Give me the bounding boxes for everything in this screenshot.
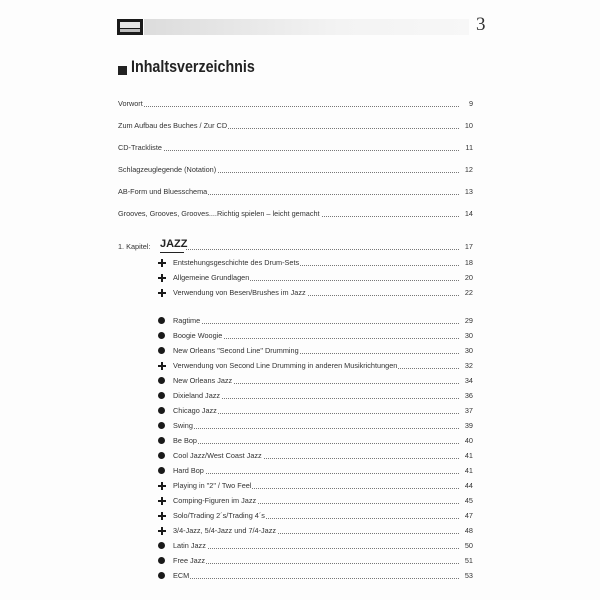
toc-entry[interactable] (118, 209, 473, 219)
toc-entry-page-number: 12 (464, 165, 473, 174)
toc-entry-page-number: 47 (464, 511, 473, 520)
leader-dots (173, 548, 459, 549)
plus-bullet-icon (158, 512, 166, 520)
toc-entry-label: Chicago Jazz (173, 406, 217, 415)
toc-entry-label: Boogie Woogie (173, 331, 223, 340)
toc-entry-page-number: 51 (464, 556, 473, 565)
toc-entry[interactable] (173, 406, 473, 416)
leader-dots (118, 106, 459, 107)
toc-entry-label: Verwendung von Besen/Brushes im Jazz (173, 288, 306, 297)
plus-bullet-icon (158, 527, 166, 535)
title-square-icon (118, 66, 127, 75)
toc-entry-page-number: 14 (464, 209, 473, 218)
toc-entry-label: Free Jazz (173, 556, 206, 565)
toc-entry[interactable] (173, 451, 473, 461)
leader-dots (173, 473, 459, 474)
toc-entry-label: AB-Form und Bluesschema (118, 187, 208, 196)
toc-entry[interactable] (118, 143, 473, 153)
toc-entry[interactable] (173, 376, 473, 386)
toc-entry[interactable] (118, 99, 473, 109)
toc-entry-label: Cool Jazz/West Coast Jazz (173, 451, 262, 460)
leader-dots (173, 443, 459, 444)
plus-bullet-icon (158, 497, 166, 505)
toc-entry-label: Be Bop (173, 436, 197, 445)
toc-entry-label: Playing in "2" / Two Feel (173, 481, 252, 490)
toc-entry-page-number: 22 (464, 288, 473, 297)
circle-bullet-icon (158, 392, 165, 399)
toc-entry-label: Verwendung von Second Line Drumming in anderen Musikrichtungen (173, 361, 398, 370)
toc-entry-label: Zum Aufbau des Buches / Zur CD (118, 121, 228, 130)
toc-entry[interactable] (173, 556, 473, 566)
toc-entry-page-number: 30 (464, 331, 473, 340)
toc-entry-page-number: 18 (464, 258, 473, 267)
plus-bullet-icon (158, 482, 166, 490)
toc-entry-label: 3/4-Jazz, 5/4-Jazz und 7/4-Jazz (173, 526, 277, 535)
header-band (144, 19, 469, 35)
toc-entry-page-number: 20 (464, 273, 473, 282)
toc-entry[interactable] (173, 511, 473, 521)
circle-bullet-icon (158, 407, 165, 414)
toc-entry-label: Solo/Trading 2´s/Trading 4´s (173, 511, 265, 520)
toc-entry-page-number: 40 (464, 436, 473, 445)
toc-entry-page-number: 9 (468, 99, 473, 108)
toc-entry-label: Entstehungsgeschichte des Drum-Sets (173, 258, 300, 267)
toc-entry-label: ECM (173, 571, 190, 580)
leader-dots (173, 323, 459, 324)
circle-bullet-icon (158, 467, 165, 474)
toc-entry-label: Vorwort (118, 99, 143, 108)
toc-entry-page-number: 50 (464, 541, 473, 550)
plus-bullet-icon (158, 259, 166, 267)
toc-entry-page-number: 39 (464, 421, 473, 430)
circle-bullet-icon (158, 422, 165, 429)
toc-entry[interactable] (173, 421, 473, 431)
plus-bullet-icon (158, 274, 166, 282)
toc-entry-page-number: 48 (464, 526, 473, 535)
toc-entry[interactable] (173, 436, 473, 446)
circle-bullet-icon (158, 557, 165, 564)
toc-entry-page-number: 53 (464, 571, 473, 580)
toc-entry-page-number: 11 (465, 143, 473, 152)
page-number: 3 (476, 14, 486, 35)
toc-entry-label: Grooves, Grooves, Grooves....Richtig spielen – leicht gemacht (118, 209, 320, 218)
toc-entry-label: Latin Jazz (173, 541, 206, 550)
toc-entry-page-number: 10 (464, 121, 473, 130)
logo-subtext-bar (120, 29, 140, 32)
circle-bullet-icon (158, 332, 165, 339)
leader-dots (118, 150, 459, 151)
publisher-logo (117, 19, 143, 35)
chapter-label: 1. Kapitel: (118, 242, 151, 251)
toc-entry[interactable] (173, 526, 473, 536)
toc-entry[interactable] (173, 466, 473, 476)
plus-bullet-icon (158, 362, 166, 370)
toc-entry-page-number: 29 (464, 316, 473, 325)
toc-entry[interactable] (173, 541, 473, 551)
toc-entry[interactable] (173, 331, 473, 341)
circle-bullet-icon (158, 572, 165, 579)
toc-entry-page-number: 13 (464, 187, 473, 196)
page-title: Inhaltsverzeichnis (131, 57, 255, 76)
toc-entry-label: CD-Trackliste (118, 143, 162, 152)
toc-entry-label: New Orleans Jazz (173, 376, 233, 385)
circle-bullet-icon (158, 347, 165, 354)
toc-entry[interactable] (118, 121, 473, 131)
leader-dots (173, 428, 459, 429)
chapter-page-number: 17 (464, 242, 473, 251)
circle-bullet-icon (158, 437, 165, 444)
toc-entry-page-number: 30 (464, 346, 473, 355)
toc-entry[interactable] (173, 273, 473, 283)
toc-entry[interactable] (173, 361, 473, 371)
toc-entry-label: New Orleans "Second Line" Drumming (173, 346, 299, 355)
toc-entry-page-number: 44 (464, 481, 473, 490)
circle-bullet-icon (158, 542, 165, 549)
toc-entry-page-number: 32 (464, 361, 473, 370)
toc-entry-label: Allgemeine Grundlagen (173, 273, 250, 282)
toc-entry-label: Hard Bop (173, 466, 204, 475)
leader-dots (173, 578, 459, 579)
toc-entry-page-number: 34 (464, 376, 473, 385)
leader-dots (186, 249, 459, 250)
toc-entry[interactable] (118, 187, 473, 197)
toc-entry[interactable] (173, 481, 473, 491)
toc-entry-label: Ragtime (173, 316, 201, 325)
chapter-title: JAZZ (160, 238, 188, 250)
toc-entry[interactable] (173, 258, 473, 268)
toc-entry[interactable] (173, 391, 473, 401)
toc-entry[interactable] (173, 346, 473, 356)
plus-bullet-icon (158, 289, 166, 297)
toc-entry-page-number: 41 (464, 466, 473, 475)
logo-bar (120, 22, 140, 28)
toc-entry-page-number: 36 (464, 391, 473, 400)
chapter-title-underline (160, 252, 184, 253)
toc-entry-label: Schlagzeuglegende (Notation) (118, 165, 217, 174)
chapter-page-leader[interactable] (186, 242, 473, 252)
toc-entry-label: Comping-Figuren im Jazz (173, 496, 257, 505)
circle-bullet-icon (158, 317, 165, 324)
toc-entry-page-number: 37 (464, 406, 473, 415)
toc-entry-label: Swing (173, 421, 193, 430)
circle-bullet-icon (158, 377, 165, 384)
toc-entry-page-number: 41 (464, 451, 473, 460)
toc-entry[interactable] (173, 571, 473, 581)
toc-entry-page-number: 45 (464, 496, 473, 505)
circle-bullet-icon (158, 452, 165, 459)
leader-dots (173, 563, 459, 564)
toc-entry-label: Dixieland Jazz (173, 391, 221, 400)
toc-entry[interactable] (173, 316, 473, 326)
toc-entry[interactable] (173, 288, 473, 298)
toc-entry[interactable] (118, 165, 473, 175)
toc-entry[interactable] (173, 496, 473, 506)
